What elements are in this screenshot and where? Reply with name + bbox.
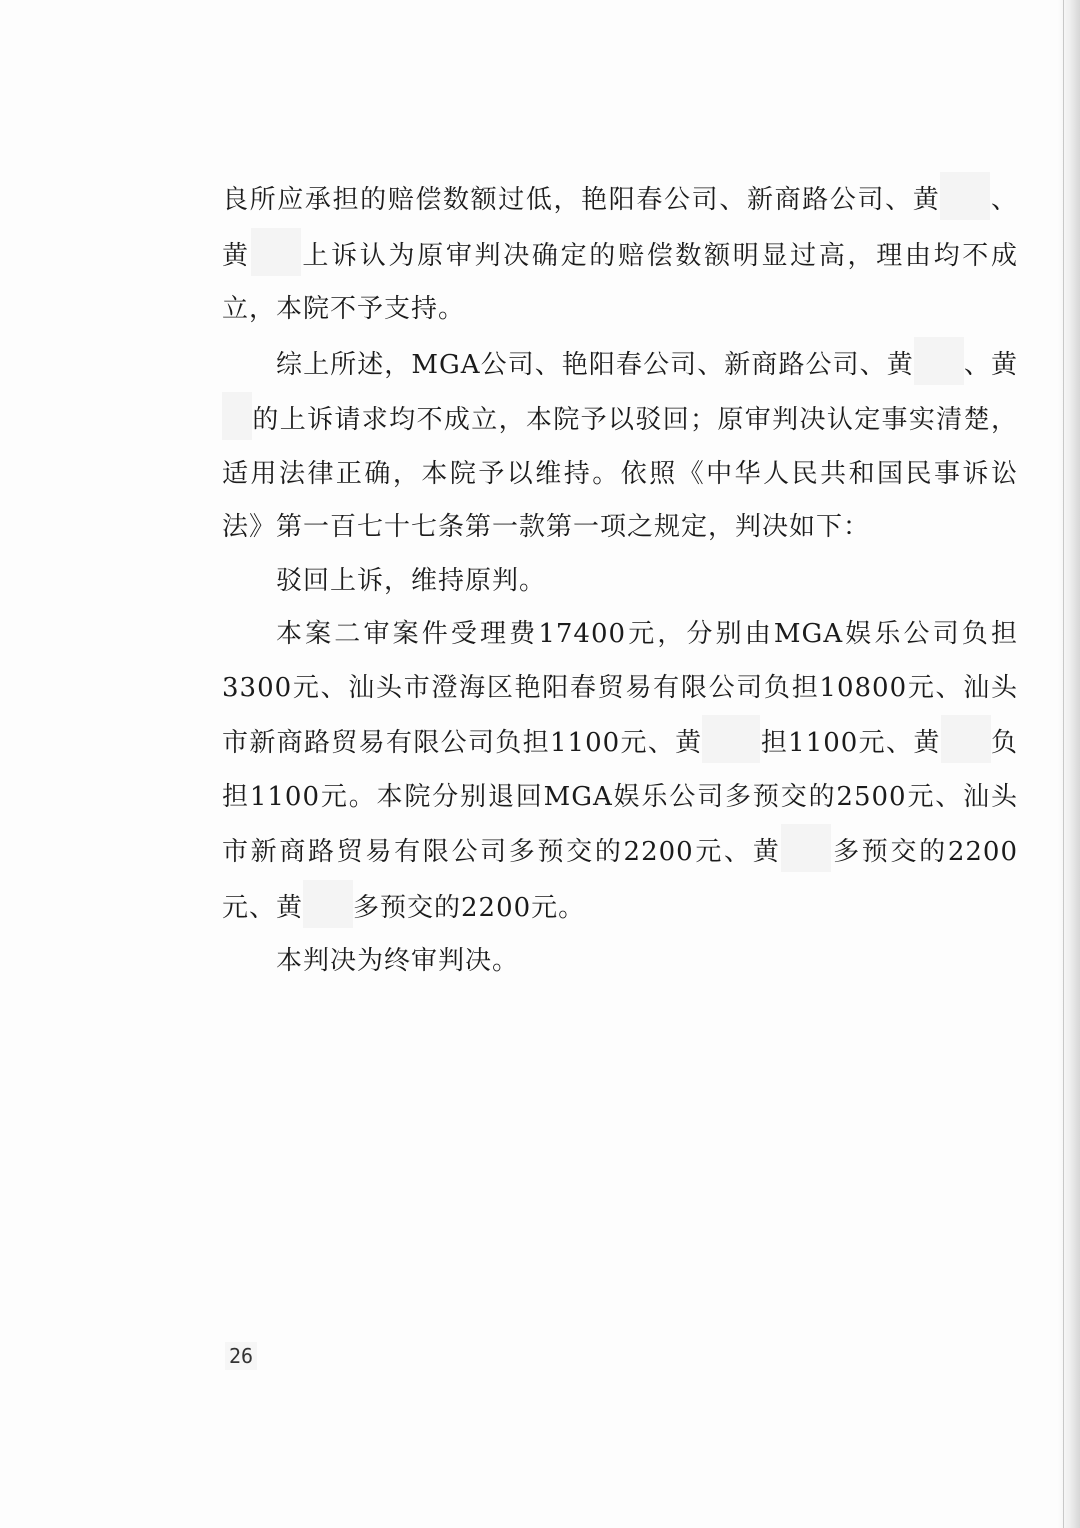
- judgment-body: [222, 172, 1018, 989]
- text-segment: 担1100元、黄: [760, 728, 941, 758]
- text-segment: 负担1100元。本院分别退回MGA娱乐公司多预交的2500元、汕头市新商路贸易有限公司多预交的2200元、黄: [222, 728, 1018, 867]
- text-segment: 多预交的2200元。: [353, 892, 586, 923]
- text-segment: 、黄: [963, 349, 1018, 380]
- text-segment: 综上所述，MGA公司、艳阳春公司、新商路公司、黄: [276, 349, 914, 380]
- redacted-name: [702, 715, 760, 763]
- text-segment: 本判决为终审判决。: [276, 946, 520, 976]
- paragraph-court-fees: [222, 608, 1018, 935]
- redacted-name: [251, 228, 301, 276]
- scan-edge-line: [1063, 0, 1064, 1528]
- text-segment: 多预交的2200元、黄: [222, 837, 1018, 923]
- paragraph-ruling: [222, 555, 1018, 609]
- text-segment: 上诉认为原审判决确定的赔偿数额明显过高，理由均不成立，本院不予支持。: [222, 240, 1018, 324]
- redacted-name: [914, 337, 964, 385]
- paragraph-final-judgment: [222, 935, 1018, 989]
- redacted-name: [781, 824, 831, 872]
- text-segment: 本案二审案件受理费17400元，分别由MGA娱乐公司负担3300元、汕头市澄海区艳阳春贸易有限公司负担10800元、汕头市新商路贸易有限公司负担1100元、黄: [222, 619, 1018, 758]
- text-segment: 的上诉请求均不成立，本院予以驳回；原审判决认定事实清楚，适用法律正确，本院予以维持。依照《中华人民共和国民事诉讼法》第一百七十七条第一款第一项之规定，判决如下：: [222, 405, 1018, 542]
- redacted-name: [940, 172, 990, 220]
- text-segment: 驳回上诉，维持原判。: [276, 565, 547, 596]
- redacted-name: [303, 880, 353, 928]
- text-segment: 、黄: [222, 185, 1018, 271]
- text-segment: 良所应承担的赔偿数额过低，艳阳春公司、新商路公司、黄: [222, 185, 941, 215]
- redacted-name: [222, 392, 252, 440]
- redacted-name: [941, 715, 991, 763]
- paragraph-summary: [222, 337, 1018, 555]
- scan-page-edge: [1058, 0, 1080, 1528]
- paragraph-compensation-conclusion: [222, 172, 1018, 337]
- page-number: 26: [225, 1342, 257, 1370]
